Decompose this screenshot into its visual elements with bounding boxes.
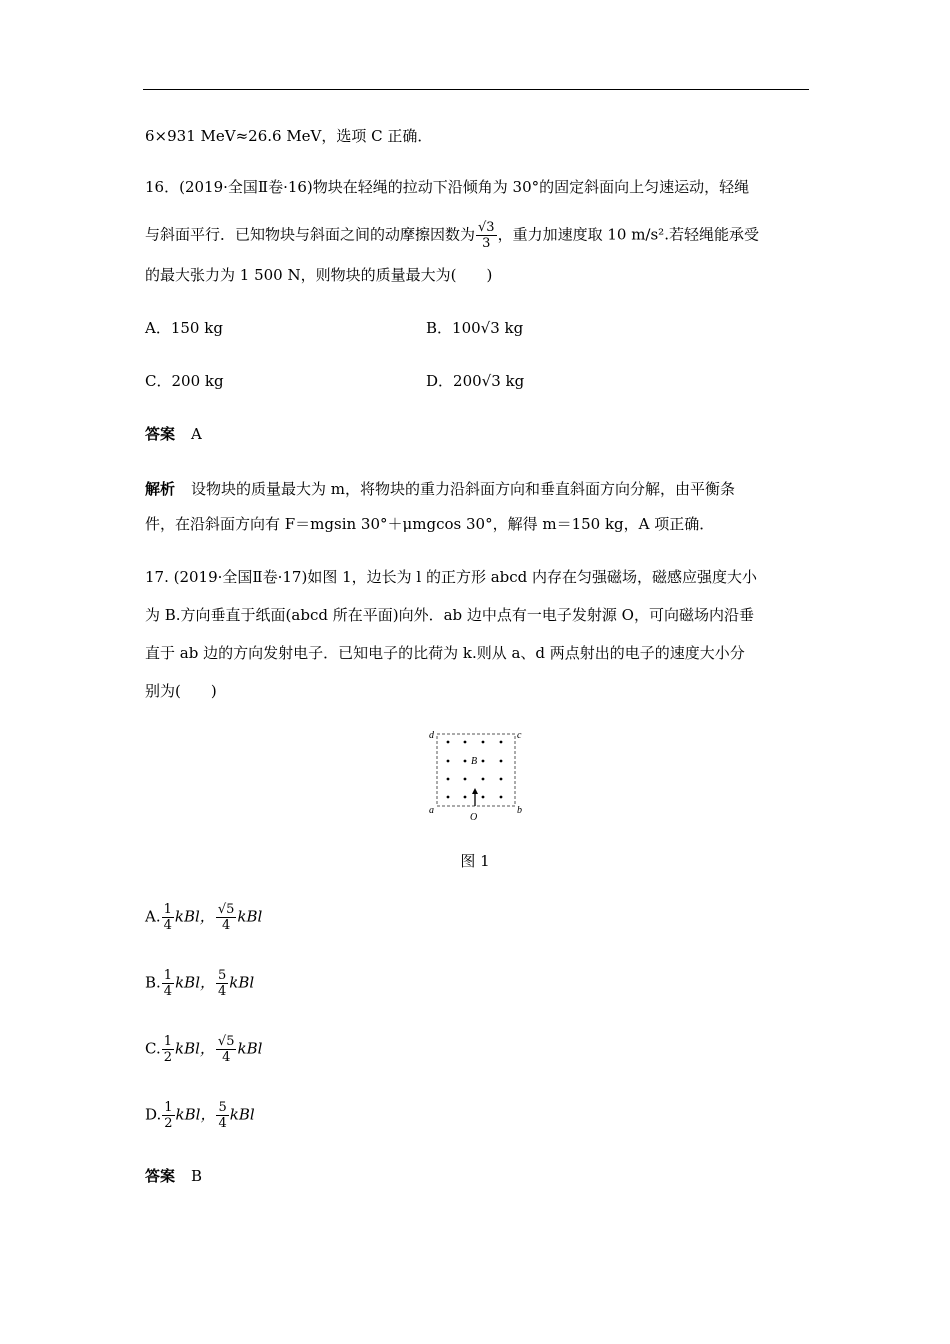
q16-stem-line3: 的最大张力为 1 500 N，则物块的质量最大为( ): [145, 266, 493, 284]
numerator: √5: [217, 1034, 235, 1049]
q17-stem-line1: 17. (2019·全国Ⅱ卷·17)如图 1，边长为 l 的正方形 abcd 内存在匀强磁场，磁感应强度大小: [145, 568, 758, 586]
option-fraction-2: [216, 902, 237, 933]
header-rule: [143, 89, 809, 90]
option-fraction-1: [162, 1100, 174, 1131]
fraction-denominator: 3: [482, 236, 491, 251]
square-region: [437, 734, 515, 806]
corner-b-label: b: [517, 805, 522, 816]
q16-analysis-line2: 件，在沿斜面方向有 F＝mgsin 30°＋μmgcos 30°，解得 m＝150 kg，A 项正确．: [145, 515, 715, 533]
answer-label: 答案: [145, 1167, 176, 1185]
option-fraction-1: [162, 1034, 174, 1065]
denominator: 2: [163, 1050, 172, 1065]
option-prefix: B.: [145, 973, 161, 992]
corner-c-label: c: [517, 730, 522, 741]
q16-answer: [145, 424, 202, 444]
option-fraction-1: [162, 902, 174, 933]
q17-option-b: [145, 968, 254, 999]
option-term-1: kBl，: [175, 1105, 216, 1124]
option-prefix: A.: [145, 907, 161, 926]
q17-option-a: [145, 902, 262, 933]
option-term-2: kBl: [237, 1039, 263, 1058]
option-term-2: kBl: [237, 907, 263, 926]
q17-stem-line4: 别为( ): [145, 682, 217, 700]
option-prefix: D.: [145, 1105, 162, 1124]
q16-stem-line2-start: 与斜面平行．已知物块与斜面之间的动摩擦因数为: [145, 225, 476, 244]
option-term-2: kBl: [229, 1105, 255, 1124]
numerator: √5: [217, 902, 235, 917]
corner-a-label: a: [429, 805, 434, 816]
numerator: 1: [163, 1034, 172, 1049]
answer-value: A: [191, 425, 202, 443]
friction-coefficient-fraction: [476, 220, 497, 251]
analysis-label: 解析: [145, 480, 176, 498]
option-fraction-2: [216, 1100, 228, 1131]
denominator: 4: [163, 984, 173, 999]
q16-option-b: B．100√3 kg: [426, 319, 524, 337]
answer-label: 答案: [145, 425, 176, 443]
numerator: 1: [164, 1100, 173, 1115]
option-prefix: C.: [145, 1039, 161, 1058]
denominator: 4: [218, 984, 227, 999]
q16-option-d: D．200√3 kg: [426, 372, 525, 390]
denominator: 2: [164, 1116, 173, 1131]
option-fraction-2: [216, 1034, 237, 1065]
option-fraction-1: [162, 968, 174, 999]
numerator: 1: [163, 968, 173, 983]
denominator: 4: [222, 1050, 231, 1065]
q17-stem-line2: 为 B.方向垂直于纸面(abcd 所在平面)向外．ab 边中点有一电子发射源 O，可向磁场内沿垂: [145, 606, 754, 624]
option-term-2: kBl: [229, 973, 255, 992]
q16-stem-line1: 16．(2019·全国Ⅱ卷·16)物块在轻绳的拉动下沿倾角为 30°的固定斜面向上匀速运动，轻绳: [145, 178, 750, 196]
option-term-1: kBl，: [175, 973, 215, 992]
arrow-head-icon: [472, 788, 478, 794]
source-o-label: O: [470, 812, 478, 823]
q17-option-d: [145, 1100, 255, 1131]
q17-option-c: [145, 1034, 262, 1065]
answer-value: B: [191, 1167, 203, 1185]
corner-d-label: d: [429, 730, 434, 741]
option-term-1: kBl，: [174, 907, 215, 926]
figure-caption: 图 1: [460, 852, 490, 870]
numerator: 5: [218, 968, 227, 983]
q16-stem-line2: [145, 220, 759, 251]
analysis-text: 设物块的质量最大为 m，将物块的重力沿斜面方向和垂直斜面方向分解，由平衡条: [191, 480, 736, 498]
option-fraction-2: [216, 968, 228, 999]
q17-stem-line3: 直于 ab 边的方向发射电子．已知电子的比荷为 k.则从 a、d 两点射出的电子的速度大小分: [145, 644, 745, 662]
q17-answer: [145, 1166, 202, 1186]
magnetic-field-diagram: [425, 724, 535, 824]
denominator: 4: [218, 1116, 227, 1131]
q16-option-a: A．150 kg: [145, 319, 223, 337]
denominator: 4: [163, 918, 172, 933]
option-term-1: kBl，: [175, 1039, 215, 1058]
q16-option-c: C．200 kg: [145, 372, 224, 390]
fraction-numerator: √3: [478, 220, 495, 235]
previous-solution-tail: 6×931 MeV≈26.6 MeV，选项 C 正确．: [145, 127, 433, 145]
q16-stem-line2-end: ，重力加速度取 10 m/s².若轻绳能承受: [497, 225, 759, 244]
numerator: 1: [163, 902, 172, 917]
numerator: 5: [218, 1100, 227, 1115]
denominator: 4: [221, 918, 231, 933]
figure-magnetic-field-square: [425, 724, 535, 828]
q16-analysis-line1: [145, 479, 735, 499]
field-b-label: B: [471, 756, 478, 767]
